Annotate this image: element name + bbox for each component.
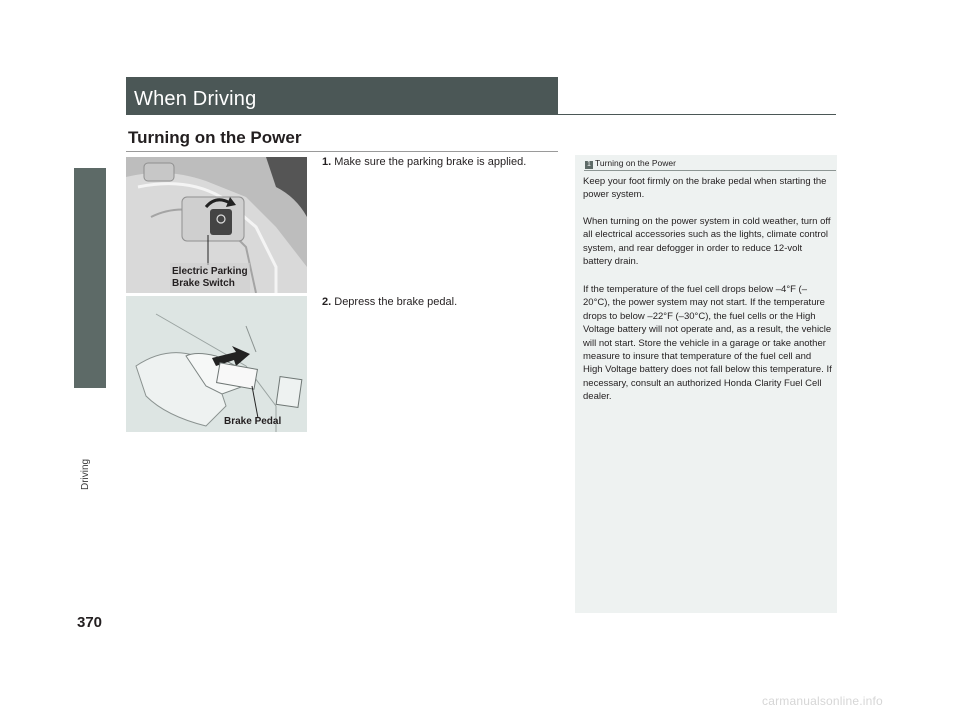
watermark: carmanualsonline.info — [762, 694, 883, 708]
note-heading-text: Turning on the Power — [595, 158, 676, 168]
page-title: When Driving — [134, 88, 257, 110]
step-2 — [322, 296, 457, 308]
side-tab — [74, 168, 106, 388]
note-paragraph-2: When turning on the power system in cold weather, turn off all electrical accessories such as the lights, climate control system, and rear defogger in order to reduce 12-volt battery drain. — [583, 216, 831, 268]
note-heading — [585, 158, 676, 169]
brake-pedal-label: Brake Pedal — [224, 416, 282, 427]
page-number: 370 — [77, 614, 103, 631]
parking-brake-switch-label-line2: Brake Switch — [172, 278, 235, 289]
step-1 — [322, 156, 526, 168]
step-1-number: 1. — [322, 156, 332, 168]
section-rule — [126, 151, 558, 152]
brake-pedal-figure — [126, 296, 307, 432]
step-2-text: Depress the brake pedal. — [334, 296, 458, 308]
note-paragraph-3: If the temperature of the fuel cell drops below –4°F (–20°C), the power system may not start. If the temperature drops to below –22°F (–30°C), the fuel cells or the High Voltage battery will not operate and, as a result, the vehicle will not start. Store the vehicle in a garage or take another measure to insure that temperature of the fuel cell and High Voltage battery does not fall below this temperature. If necessary, consult an authorized Honda Clarity Fuel Cell dealer. — [583, 284, 832, 403]
parking-brake-switch-label: Electric Parking — [172, 266, 248, 277]
note-rule — [584, 170, 836, 171]
header-rule — [558, 114, 836, 115]
brake-pedal-illustration — [126, 296, 307, 432]
note-paragraph-1: Keep your foot firmly on the brake pedal when starting the power system. — [583, 176, 827, 201]
side-tab-label: Driving — [80, 458, 91, 490]
note-mark-icon: 1 — [585, 161, 593, 169]
section-title: Turning on the Power — [128, 128, 302, 147]
step-2-number: 2. — [322, 296, 332, 308]
step-1-text: Make sure the parking brake is applied. — [334, 156, 527, 168]
